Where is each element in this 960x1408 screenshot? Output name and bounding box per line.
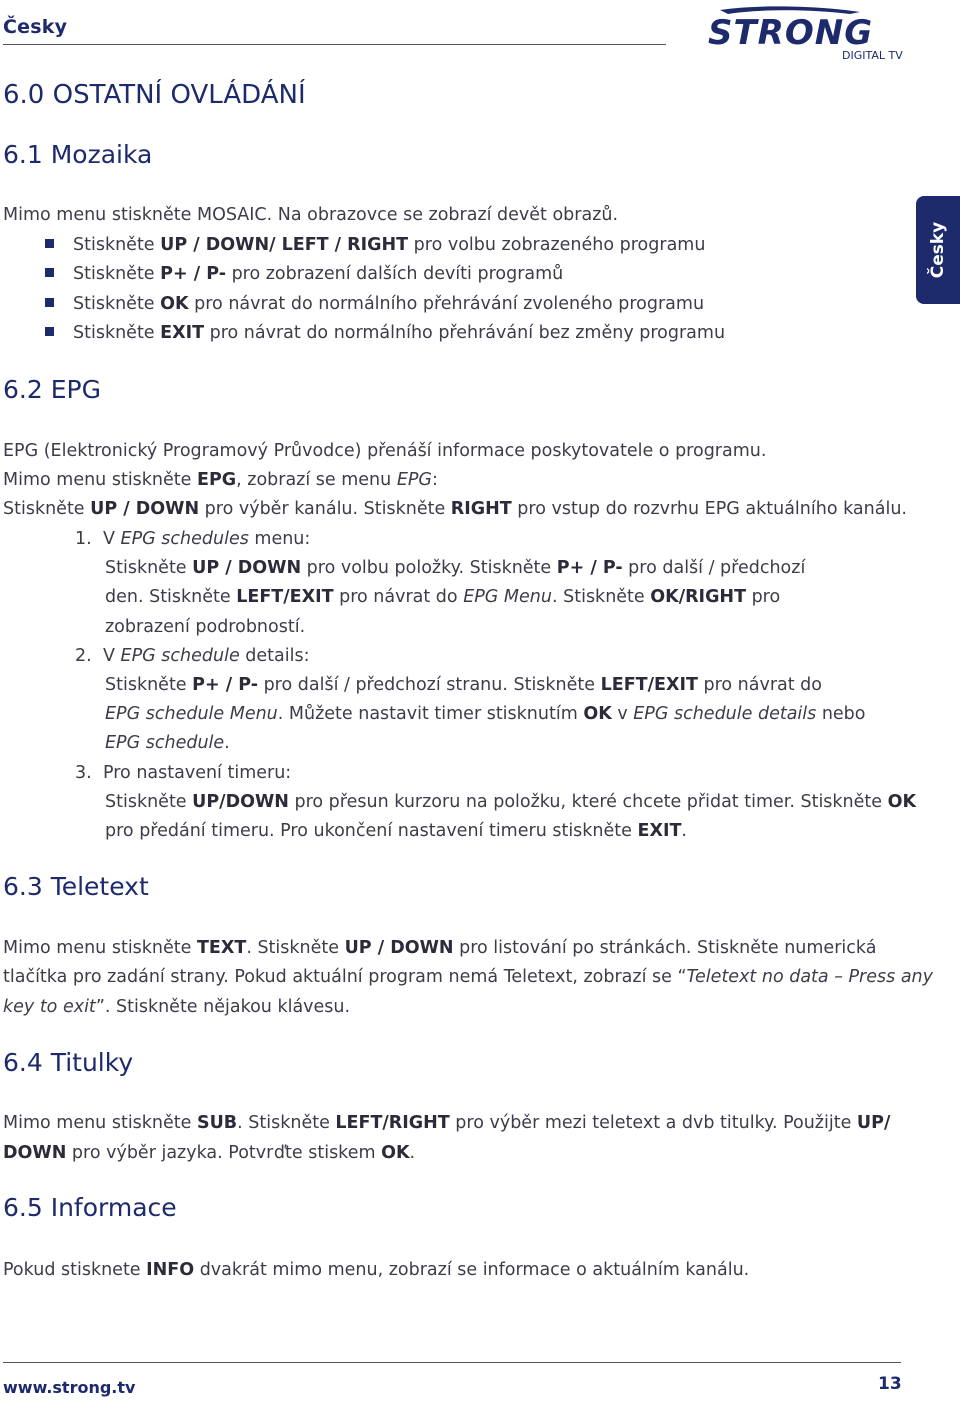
section-title-epg: 6.2 EPG [3,375,101,404]
side-tab-label: Česky [928,221,948,279]
epg-item-3-line-3: pro předání timeru. Pro ukončení nastavení timeru stiskněte EXIT. [105,821,687,841]
bullet-square-icon [45,298,54,307]
main-section-title: 6.0 OSTATNÍ OVLÁDÁNÍ [3,80,306,110]
epg-item-1-line-2: Stiskněte UP / DOWN pro volbu položky. Stiskněte P+ / P- pro další / předchozí [105,558,806,578]
subtitles-line-1: Mimo menu stiskněte SUB. Stiskněte LEFT/RIGHT pro výběr mezi teletext a dvb titulky. Použijte UP/ [3,1113,891,1133]
header-language: Česky [3,16,68,38]
epg-line-3: Stiskněte UP / DOWN pro výběr kanálu. Stiskněte RIGHT pro vstup do rozvrhu EPG aktuálního kanálu. [3,499,907,519]
mosaic-intro: Mimo menu stiskněte MOSAIC. Na obrazovce se zobrazí devět obrazů. [3,205,619,225]
strong-logo [700,4,906,62]
bullet-square-icon [45,327,54,336]
mosaic-bullet-1: Stiskněte UP / DOWN/ LEFT / RIGHT pro volbu zobrazeného programu [45,235,705,255]
logo-text: STRONG [708,13,874,53]
page-number: 13 [878,1374,902,1394]
mosaic-bullet-4: Stiskněte EXIT pro návrat do normálního přehrávání bez změny programu [45,323,725,343]
info-line-1: Pokud stisknete INFO dvakrát mimo menu, zobrazí se informace o aktuálním kanálu. [3,1260,750,1280]
mosaic-bullet-2: Stiskněte P+ / P- pro zobrazení dalších devíti programů [45,264,563,284]
mosaic-bullet-3: Stiskněte OK pro návrat do normálního přehrávání zvoleného programu [45,294,704,314]
epg-item-2-line-2: Stiskněte P+ / P- pro další / předchozí stranu. Stiskněte LEFT/EXIT pro návrat do [105,675,822,695]
epg-item-2-heading: 2. V EPG schedule details: [75,646,310,666]
section-title-mosaic: 6.1 Mozaika [3,140,153,169]
teletext-line-3: key to exit”. Stiskněte nějakou klávesu. [3,997,351,1017]
bullet-square-icon [45,268,54,277]
side-language-tab [916,196,960,304]
teletext-line-2: tlačítka pro zadání strany. Pokud aktuální program nemá Teletext, zobrazí se “Teletext no data – Press any [3,967,933,987]
section-title-subtitles: 6.4 Titulky [3,1048,134,1077]
section-title-info: 6.5 Informace [3,1193,177,1222]
epg-item-3-line-2: Stiskněte UP/DOWN pro přesun kurzoru na položku, které chcete přidat timer. Stiskněte OK [105,792,917,812]
footer-website-link[interactable]: www.strong.tv [3,1378,136,1397]
epg-item-2-line-4: EPG schedule. [105,733,230,753]
section-title-teletext: 6.3 Teletext [3,872,149,901]
footer-divider [3,1362,901,1363]
bullet-square-icon [45,239,54,248]
epg-item-1-line-3: den. Stiskněte LEFT/EXIT pro návrat do EPG Menu. Stiskněte OK/RIGHT pro [105,587,781,607]
subtitles-line-2: DOWN pro výběr jazyka. Potvrďte stiskem OK. [3,1143,416,1163]
epg-item-1-line-4: zobrazení podrobností. [105,617,306,637]
epg-line-1: EPG (Elektronický Programový Průvodce) přenáší informace poskytovatele o programu. [3,441,767,461]
epg-item-1-heading: 1. V EPG schedules menu: [75,529,311,549]
teletext-line-1: Mimo menu stiskněte TEXT. Stiskněte UP / DOWN pro listování po stránkách. Stiskněte numerická [3,938,877,958]
epg-item-2-line-3: EPG schedule Menu. Můžete nastavit timer stisknutím OK v EPG schedule details nebo [105,704,866,724]
epg-line-2: Mimo menu stiskněte EPG, zobrazí se menu EPG: [3,470,438,490]
header-divider [3,44,666,45]
epg-item-3-heading: 3. Pro nastavení timeru: [75,763,292,783]
logo-subtext: DIGITAL TV [842,49,903,62]
